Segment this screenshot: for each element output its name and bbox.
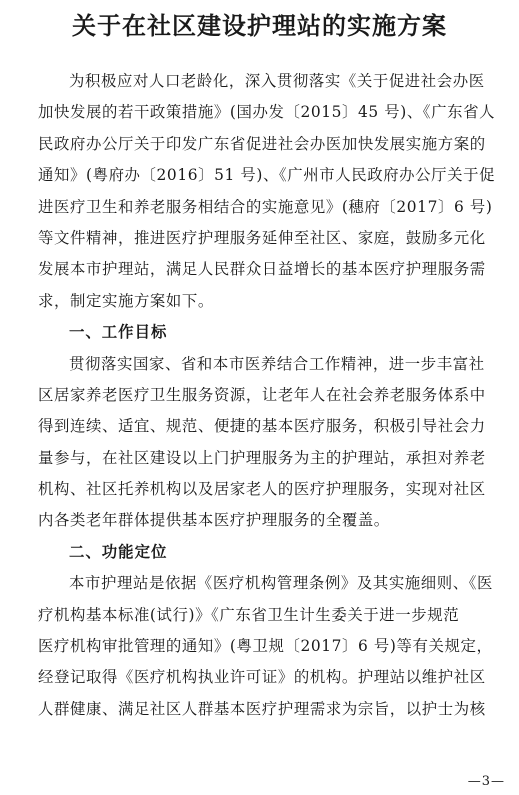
paragraph-line: 通知》(粤府办〔2016〕51 号)、《广州市人民政府办公厅关于促 (38, 166, 496, 185)
paragraph-line: 人群健康、满足社区人群基本医疗护理需求为宗旨，以护士为核 (38, 699, 486, 718)
paragraph-line: 进医疗卫生和养老服务相结合的实施意见》(穗府〔2017〕6 号) (38, 197, 493, 216)
paragraph-line: 民政府办公厅关于印发广东省促进社会办医加快发展实施方案的 (38, 134, 486, 153)
paragraph-line: 区居家养老医疗卫生服务资源，让老年人在社会养老服务体系中 (38, 385, 486, 404)
document-title: 关于在社区建设护理站的实施方案 (72, 11, 447, 40)
paragraph-line: 医疗机构审批管理的通知》(粤卫规〔2017〕6 号)等有关规定， (38, 637, 493, 656)
section-heading-positioning: 二、功能定位 (69, 542, 168, 561)
paragraph-line: 本市护理站是依据《医疗机构管理条例》及其实施细则、《医 (69, 574, 494, 593)
section-heading-goals: 一、工作目标 (69, 323, 168, 342)
paragraph-line: 疗机构基本标准(试行)》《广东省卫生计生委关于进一步规范 (38, 605, 460, 624)
paragraph-line: 发展本市护理站，满足人民群众日益增长的基本医疗护理服务需 (38, 260, 486, 279)
paragraph-line: 量参与，在社区建设以上门护理服务为主的护理站，承担对养老 (38, 448, 486, 467)
paragraph-line: 为积极应对人口老龄化，深入贯彻落实《关于促进社会办医 (69, 72, 485, 90)
page-number: —3— (467, 774, 505, 789)
paragraph-line: 内各类老年群体提供基本医疗护理服务的全覆盖。 (38, 511, 390, 530)
paragraph-line: 得到连续、适宜、规范、便捷的基本医疗服务，积极引导社会力 (38, 417, 486, 436)
paragraph-line: 加快发展的若干政策措施》(国办发〔2015〕45 号)、《广东省人 (38, 103, 496, 122)
paragraph-line: 求，制定实施方案如下。 (38, 291, 214, 310)
paragraph-line: 经登记取得《医疗机构执业许可证》的机构。护理站以维护社区 (38, 668, 486, 687)
paragraph-line: 等文件精神，推进医疗护理服务延伸至社区、家庭，鼓励多元化 (38, 228, 486, 247)
document-body (38, 66, 502, 725)
paragraph-line: 贯彻落实国家、省和本市医养结合工作精神，进一步丰富社 (69, 354, 485, 373)
paragraph-line: 机构、社区托养机构以及居家老人的医疗护理服务，实现对社区 (38, 480, 486, 499)
